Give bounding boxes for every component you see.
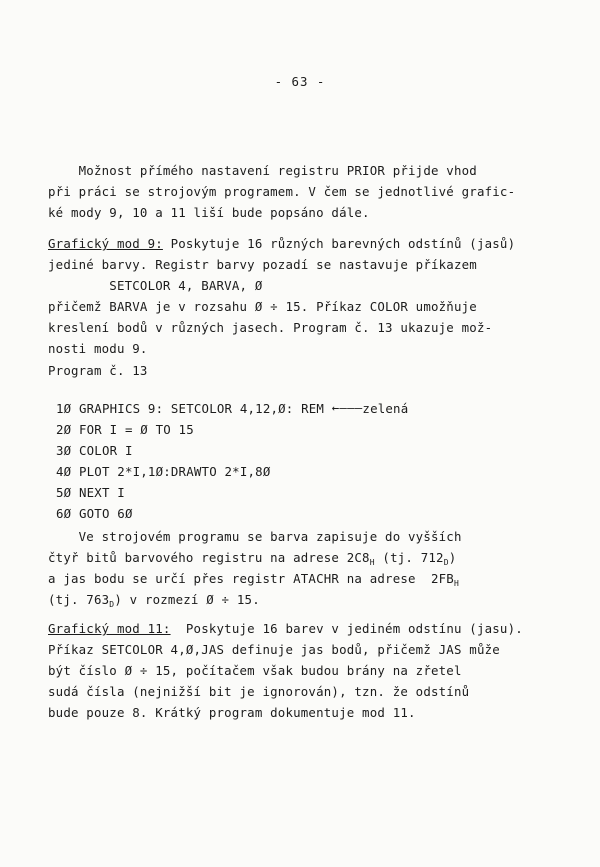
mode11-line: bude pouze 8. Krátký program dokumentuje mod 11. [48, 705, 416, 720]
mode9-first-line-text: Poskytuje 16 různých barevných odstínů (jasů) [162, 236, 516, 251]
mode9-line: jediné barvy. Registr barvy pozadí se nastavuje příkazem [48, 257, 477, 272]
mode9-line: nosti modu 9. [48, 341, 148, 356]
program-listing [56, 398, 576, 524]
mode9-heading: Grafický mod 9: [48, 236, 163, 251]
intro-line: Možnost přímého nastavení registru PRIOR přijde vhod [48, 163, 477, 178]
page-number: - 63 - [274, 74, 326, 89]
program-line: 6Ø GOTO 6Ø [56, 506, 133, 521]
mode11-line: být číslo Ø ÷ 15, počítačem však budou brány na zřetel [48, 663, 462, 678]
mode11-line: Příkaz SETCOLOR 4,Ø,JAS definuje jas bodů, přičemž JAS může [48, 642, 500, 657]
asm-paragraph [48, 526, 568, 610]
program-title: Program č. 13 [48, 363, 148, 378]
arrow-left-icon: ←——— [331, 400, 363, 415]
intro-line: při práci se strojovým programem. V čem se jednotlivé grafic- [48, 184, 516, 199]
mode11-first-line [48, 618, 568, 639]
program-line: 1Ø GRAPHICS 9: SETCOLOR 4,12,Ø: REM ←———zelená [56, 398, 576, 419]
intro-paragraph [48, 160, 568, 223]
mode9-section [48, 233, 568, 359]
mode11-line: sudá čísla (nejnižší bit je ignorován), tzn. že odstínů [48, 684, 470, 699]
program-annotation: zelená [362, 401, 409, 416]
mode9-line: kreslení bodů v různých jasech. Program č. 13 ukazuje mož- [48, 320, 493, 335]
intro-line: ké mody 9, 10 a 11 liší bude popsáno dále. [48, 205, 370, 220]
program-line: 2Ø FOR I = Ø TO 15 [56, 422, 194, 437]
mode9-line: SETCOLOR 4, BARVA, Ø [48, 278, 263, 293]
program-line: 5Ø NEXT I [56, 485, 125, 500]
asm-line: čtyř bitů barvového registru na adrese $2C8_H$ (tj. $712_D$) [48, 550, 457, 567]
program-line: 4Ø PLOT 2*I,1Ø:DRAWTO 2*I,8Ø [56, 464, 271, 479]
mode11-heading: Grafický mod 11: [48, 621, 171, 636]
mode9-first-line [48, 233, 568, 254]
asm-line: (tj. $763_D$) v rozmezí Ø ÷ 15. [48, 592, 260, 609]
mode11-section [48, 618, 568, 723]
program-line: 3Ø COLOR I [56, 443, 133, 458]
asm-line: Ve strojovém programu se barva zapisuje do vyšších [48, 529, 462, 544]
mode11-first-line-text: Poskytuje 16 barev v jediném odstínu (jasu). [170, 621, 523, 636]
asm-line: a jas bodu se určí přes registr ATACHR na adrese $2FB_H$ [48, 571, 460, 588]
mode9-line: přičemž BARVA je v rozsahu Ø ÷ 15. Příkaz COLOR umožňuje [48, 299, 477, 314]
